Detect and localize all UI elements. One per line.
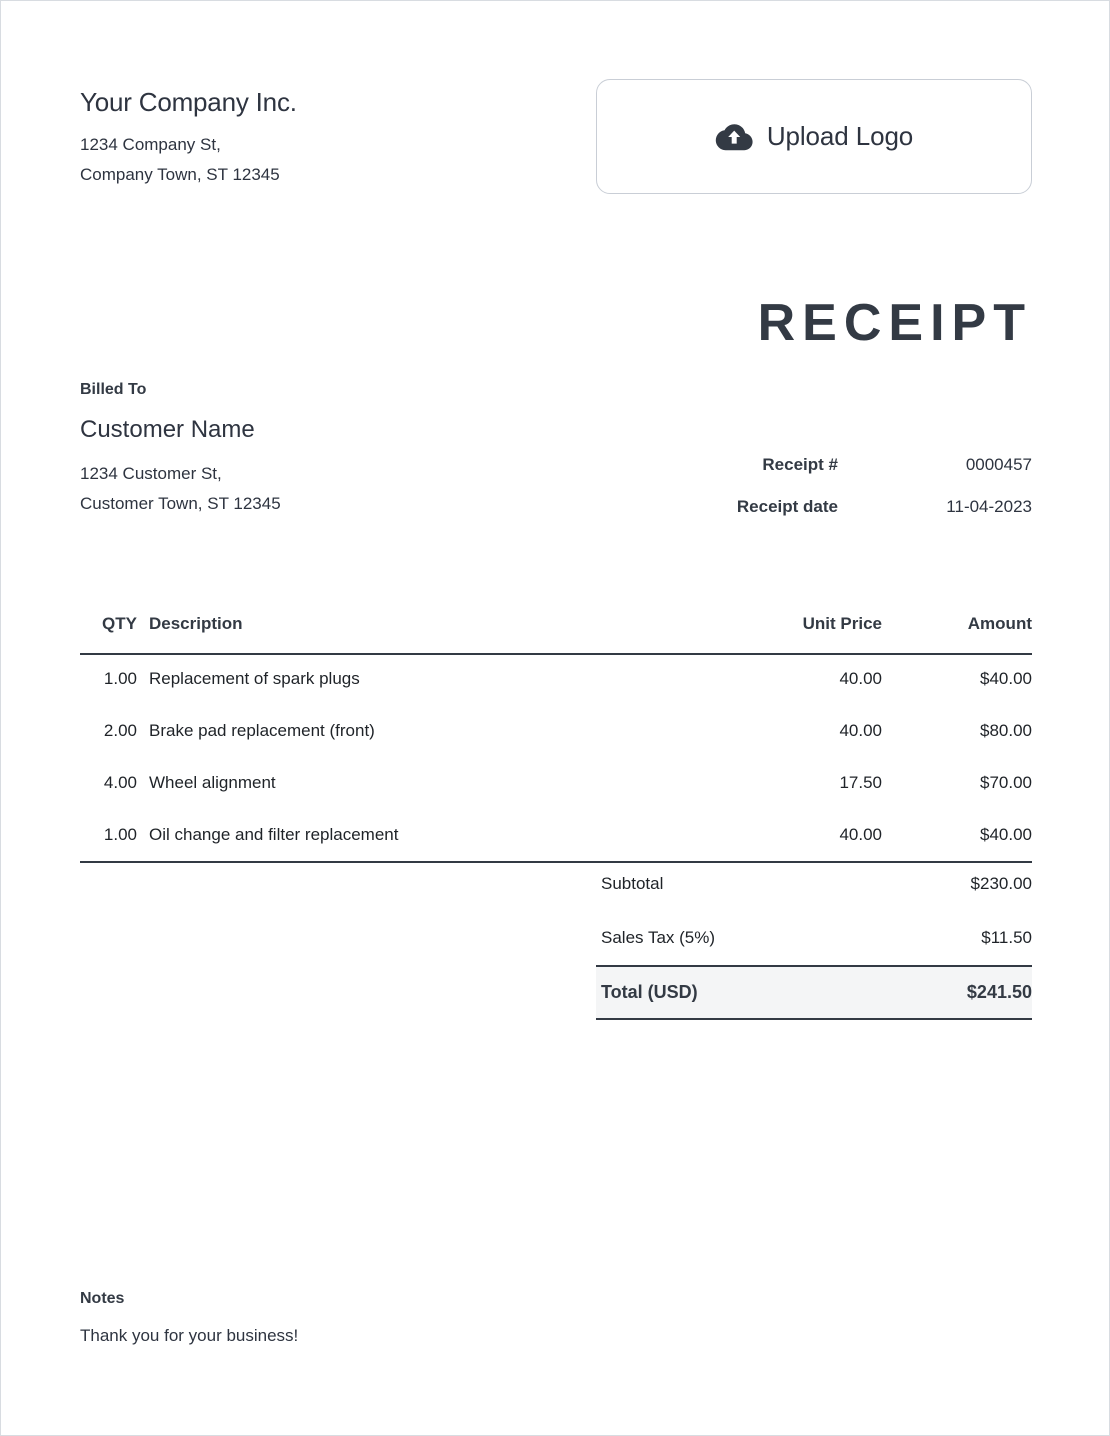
cell-qty: 4.00 [103,773,137,792]
cell-description: Wheel alignment [149,773,276,792]
company-address [80,130,297,190]
cell-qty: 1.00 [80,809,137,862]
receipt-content [80,1,1032,1435]
cell-unit-price: 17.50 [839,773,882,792]
cloud-upload-icon [715,122,753,152]
cell-description: Oil change and filter replacement [137,809,722,862]
line-items-header [80,614,1032,654]
notes-text: Thank you for your business! [80,1326,299,1345]
grand-total-value: $241.50 [878,966,1032,1019]
line-items-body [80,654,1032,862]
receipt-number-row [602,455,1032,475]
cell-qty: 2.00 [103,721,137,740]
cell-amount: $40.00 [882,809,1032,862]
grand-total-row [596,966,1032,1019]
header-description: Description [137,614,722,654]
billing-meta-section [80,382,1032,519]
company-name: Your Company Inc. [80,87,297,117]
company-address-line2: Company Town, ST 12345 [80,165,280,185]
sales-tax-label: Sales Tax (5%) [601,928,716,947]
customer-address [80,459,281,519]
line-items-table [80,614,1032,863]
customer-address-line2: Customer Town, ST 12345 [80,493,281,513]
header-unit-price: Unit Price [722,614,882,654]
cell-qty: 1.00 [103,669,137,688]
cell-description: Brake pad replacement (front) [149,721,375,740]
upload-logo-button[interactable] [596,79,1032,194]
receipt-number-label: Receipt # [762,455,838,474]
subtotal-row [596,857,1032,911]
upload-logo-label: Upload Logo [766,121,914,151]
cell-description: Replacement of spark plugs [149,669,360,688]
receipt-date-row [602,497,1032,517]
sales-tax-row [596,911,1032,966]
table-row [80,809,1032,862]
header-qty: QTY [80,614,137,654]
company-address-line1: 1234 Company St, [80,135,221,155]
subtotal-value: $230.00 [970,874,1032,893]
receipt-meta-block [602,455,1032,519]
totals-table [596,857,1032,1020]
cell-unit-price: 40.00 [839,721,882,740]
table-header-row [80,614,1032,654]
table-row [80,654,1032,705]
header-amount: Amount [882,614,1032,654]
receipt-date-value: 11-04-2023 [946,497,1032,516]
receipt-header [80,79,1032,194]
sales-tax-value: $11.50 [981,928,1032,947]
table-row [80,705,1032,757]
table-row [80,757,1032,809]
subtotal-label: Subtotal [601,874,664,893]
receipt-date-label: Receipt date [736,497,838,516]
customer-name: Customer Name [80,416,255,443]
cell-unit-price: 40.00 [722,809,882,862]
company-block [80,79,297,190]
customer-address-line1: 1234 Customer St, [80,463,222,483]
document-title: RECEIPT [757,294,1032,352]
notes-section [80,1291,580,1347]
billed-to-block [80,382,281,519]
notes-label: Notes [80,1290,125,1307]
cell-amount: $80.00 [980,721,1032,740]
cell-amount: $70.00 [980,773,1032,792]
cell-amount: $40.00 [980,669,1032,688]
grand-total-label: Total (USD) [596,966,878,1019]
billed-to-label: Billed To [80,381,147,398]
cell-unit-price: 40.00 [839,669,882,688]
receipt-number-value: 0000457 [965,455,1032,474]
